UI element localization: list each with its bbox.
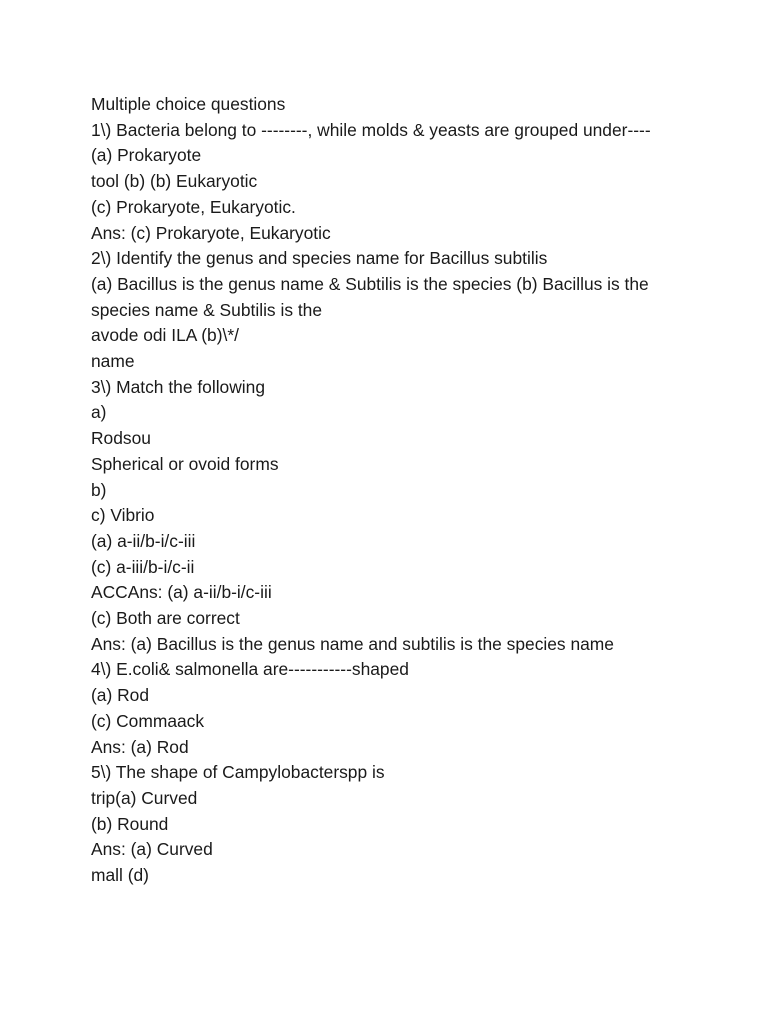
question-5: 5\) The shape of Campylobacterspp is — [91, 762, 385, 783]
section-heading: Multiple choice questions — [91, 94, 286, 114]
option-text: avode odi ILA (b)\*/ — [91, 325, 239, 346]
answer-text: ACCAns: (a) a-ii/b-i/c-iii — [91, 582, 272, 603]
option-text: (b) Round — [91, 813, 169, 834]
option-text: tool (b) (b) Eukaryotic — [91, 171, 258, 192]
option-text: name — [91, 351, 135, 372]
option-text: (a) Bacillus is the genus name & Subtilis is the species (b) Bacillus is the species name & Subtilis is the — [91, 273, 649, 320]
question-2: 2\) Identify the genus and species name for Bacillus subtilis — [91, 248, 548, 269]
option-text: (c) Commaack — [91, 710, 205, 731]
option-text: (a) Prokaryote — [91, 145, 202, 166]
option-text: (c) a-iii/b-i/c-ii — [91, 556, 195, 577]
match-item: c) Vibrio — [91, 505, 155, 526]
option-text: mall (d) — [91, 865, 149, 886]
answer-text: Ans: (a) Curved — [91, 839, 213, 860]
option-text: (a) Rod — [91, 685, 149, 706]
question-1: 1\) Bacteria belong to --------, while molds & yeasts are grouped under---- — [91, 119, 651, 140]
answer-text: Ans: (a) Bacillus is the genus name and subtilis is the species name — [91, 633, 614, 654]
option-text: trip(a) Curved — [91, 787, 198, 808]
option-text: (c) Prokaryote, Eukaryotic. — [91, 196, 296, 217]
match-item: Rodsou — [91, 428, 151, 449]
match-item: Spherical or ovoid forms — [91, 453, 279, 474]
answer-text: Ans: (a) Rod — [91, 736, 189, 757]
question-4: 4\) E.coli& salmonella are-----------shaped — [91, 659, 409, 680]
match-item: b) — [91, 479, 107, 500]
match-item: a) — [91, 402, 107, 423]
document-body — [91, 92, 711, 889]
question-3: 3\) Match the following — [91, 376, 265, 397]
option-text: (c) Both are correct — [91, 608, 240, 629]
answer-text: Ans: (c) Prokaryote, Eukaryotic — [91, 222, 331, 243]
option-text: (a) a-ii/b-i/c-iii — [91, 530, 196, 551]
